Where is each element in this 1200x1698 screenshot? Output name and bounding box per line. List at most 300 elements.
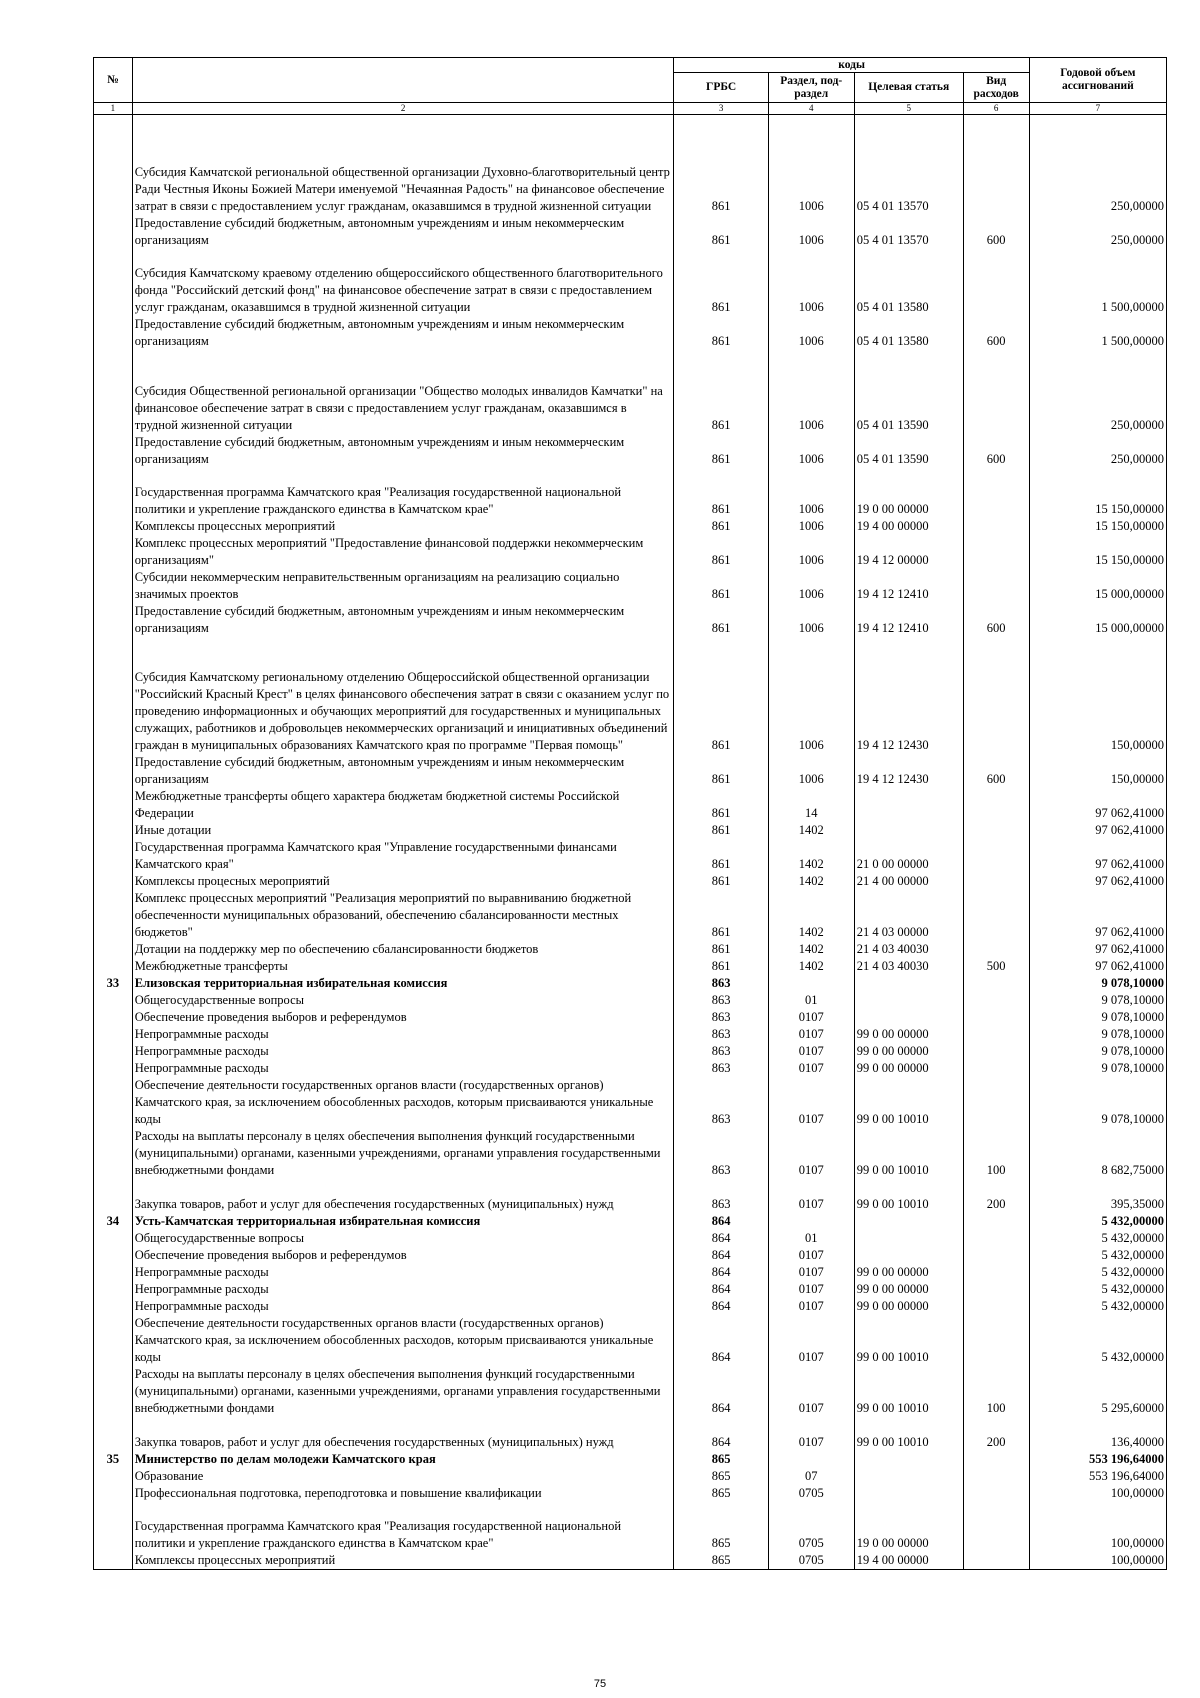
row-target-article [854,1213,963,1230]
row-expense-type [963,468,1029,518]
row-amount: 9 078,10000 [1029,1009,1166,1026]
row-name: Закупка товаров, работ и услуг для обеспечения государственных (муниципальных) нужд [132,1179,674,1213]
row-number [94,1298,133,1315]
row-expense-type [963,822,1029,839]
row-grbs: 865 [674,1485,768,1502]
row-name: Непрограммные расходы [132,1060,674,1077]
row-amount: 5 432,00000 [1029,1298,1166,1315]
row-section: 0107 [768,1417,854,1451]
row-name: Закупка товаров, работ и услуг для обеспечения государственных (муниципальных) нужд [132,1417,674,1451]
table-row [94,890,1167,941]
row-number [94,1485,133,1502]
row-amount: 97 062,41000 [1029,873,1166,890]
row-grbs: 861 [674,468,768,518]
row-expense-type [963,975,1029,992]
row-grbs: 861 [674,958,768,975]
row-expense-type [963,1315,1029,1366]
row-expense-type [963,1043,1029,1060]
row-section: 1402 [768,822,854,839]
row-section: 0107 [768,1298,854,1315]
row-expense-type [963,637,1029,754]
row-amount: 9 078,10000 [1029,1043,1166,1060]
row-section [768,1451,854,1468]
table-row [94,1077,1167,1128]
row-expense-type [963,350,1029,434]
row-target-article: 19 4 12 12410 [854,569,963,603]
table-body [94,115,1167,1570]
row-name: Предоставление субсидий бюджетным, автономным учреждениям и иным некоммерческим организациям [132,316,674,350]
row-name: Межбюджетные трансферты [132,958,674,975]
row-section: 1006 [768,569,854,603]
table-header [94,58,1167,115]
row-expense-type: 600 [963,215,1029,249]
row-target-article [854,1009,963,1026]
row-number: 33 [94,975,133,992]
row-number [94,839,133,873]
row-grbs: 861 [674,215,768,249]
row-amount: 9 078,10000 [1029,1077,1166,1128]
row-number [94,754,133,788]
row-amount: 9 078,10000 [1029,992,1166,1009]
row-target-article: 05 4 01 13580 [854,316,963,350]
row-name: Непрограммные расходы [132,1043,674,1060]
row-amount: 5 432,00000 [1029,1315,1166,1366]
row-number [94,215,133,249]
row-expense-type [963,1009,1029,1026]
row-expense-type: 100 [963,1128,1029,1179]
row-name: Обеспечение проведения выборов и референдумов [132,1009,674,1026]
row-name: Непрограммные расходы [132,1026,674,1043]
row-section: 1006 [768,754,854,788]
row-amount: 1 500,00000 [1029,249,1166,316]
row-number [94,1502,133,1552]
row-grbs: 863 [674,992,768,1009]
row-expense-type [963,839,1029,873]
row-name: Расходы на выплаты персоналу в целях обеспечения выполнения функций государственными (муниципальными) органами, казенными учреждениями, органами управления государственными внебюджетными фондами [132,1366,674,1417]
row-amount: 250,00000 [1029,215,1166,249]
row-name: Комплексы процессных мероприятий [132,518,674,535]
row-name: Субсидия Общественной региональной организации "Общество молодых инвалидов Камчатки" на финансовое обеспечение затрат в связи с предоставлением услуг гражданам, оказавшимся в трудной жизненной ситуации [132,350,674,434]
row-section: 0107 [768,1179,854,1213]
row-amount: 15 000,00000 [1029,603,1166,637]
row-grbs: 861 [674,754,768,788]
row-amount: 97 062,41000 [1029,822,1166,839]
row-section: 0107 [768,1247,854,1264]
row-amount: 100,00000 [1029,1552,1166,1570]
row-expense-type [963,1485,1029,1502]
table-row [94,1485,1167,1502]
row-grbs: 864 [674,1417,768,1451]
table-row [94,249,1167,316]
row-amount: 100,00000 [1029,1485,1166,1502]
row-number [94,1043,133,1060]
row-name: Предоставление субсидий бюджетным, автономным учреждениям и иным некоммерческим организациям [132,754,674,788]
row-target-article [854,1451,963,1468]
row-target-article: 19 4 00 00000 [854,518,963,535]
row-section: 01 [768,1230,854,1247]
table-row [94,316,1167,350]
row-section: 0107 [768,1366,854,1417]
row-amount: 395,35000 [1029,1179,1166,1213]
row-name: Предоставление субсидий бюджетным, автономным учреждениям и иным некоммерческим организациям [132,603,674,637]
row-section: 1402 [768,941,854,958]
row-name: Обеспечение деятельности государственных органов власти (государственных органов) Камчатского края, за исключением обособленных расходов, которым присваиваются уникальные коды [132,1315,674,1366]
table-row [94,1298,1167,1315]
row-target-article: 21 4 03 40030 [854,941,963,958]
table-row [94,788,1167,822]
row-amount: 9 078,10000 [1029,1026,1166,1043]
row-name: Государственная программа Камчатского края "Реализация государственной национальной политики и укрепление гражданского единства в Камчатском крае" [132,468,674,518]
row-grbs: 865 [674,1552,768,1570]
row-section: 0705 [768,1552,854,1570]
row-grbs: 863 [674,1060,768,1077]
row-target-article [854,1468,963,1485]
row-number [94,518,133,535]
row-name: Предоставление субсидий бюджетным, автономным учреждениям и иным некоммерческим организациям [132,215,674,249]
row-number [94,1179,133,1213]
row-name: Субсидия Камчатскому краевому отделению общероссийского общественного благотворительного фонда "Российский детский фонд" на финансовое обеспечение затрат в связи с предоставлением услуг гражданам, оказавшимся в трудной жизненной ситуации [132,249,674,316]
row-number [94,1264,133,1281]
table-row [94,754,1167,788]
table-row [94,1247,1167,1264]
header-section: Раздел, под-раздел [768,73,854,103]
row-grbs: 861 [674,249,768,316]
row-target-article: 21 4 03 00000 [854,890,963,941]
table-row [94,1468,1167,1485]
row-grbs: 864 [674,1315,768,1366]
row-amount: 15 000,00000 [1029,569,1166,603]
row-target-article [854,788,963,822]
table-row [94,1009,1167,1026]
row-grbs: 861 [674,535,768,569]
row-target-article: 05 4 01 13580 [854,249,963,316]
row-expense-type [963,992,1029,1009]
table-row [94,873,1167,890]
row-expense-type [963,1451,1029,1468]
row-expense-type [963,518,1029,535]
row-number: 34 [94,1213,133,1230]
row-number [94,115,133,215]
row-target-article: 19 4 12 12410 [854,603,963,637]
table-row [94,1264,1167,1281]
row-section [768,1213,854,1230]
row-target-article [854,1230,963,1247]
row-amount: 553 196,64000 [1029,1451,1166,1468]
column-index: 1 [94,103,133,115]
row-name: Субсидия Камчатскому региональному отделению Общероссийской общественной организации "Российский Красный Крест" в целях финансового обеспечения затрат в связи с оказанием услуг по проведению информационных и обучающих мероприятий для государственных и муниципальных служащих, работников и добровольцев некоммерческих организаций и инициативных объединений граждан в муниципальных образованиях Камчатского края по программе "Первая помощь" [132,637,674,754]
header-grbs: ГРБС [674,73,768,103]
row-amount: 15 150,00000 [1029,468,1166,518]
row-grbs: 861 [674,637,768,754]
row-target-article: 99 0 00 10010 [854,1315,963,1366]
row-number [94,1077,133,1128]
row-amount: 553 196,64000 [1029,1468,1166,1485]
row-grbs: 864 [674,1298,768,1315]
table-row [94,839,1167,873]
row-number [94,941,133,958]
row-name: Обеспечение проведения выборов и референдумов [132,1247,674,1264]
row-grbs: 863 [674,1077,768,1128]
row-target-article: 99 0 00 10010 [854,1128,963,1179]
row-section: 1006 [768,518,854,535]
column-index: 2 [132,103,674,115]
row-number [94,822,133,839]
row-section: 1006 [768,316,854,350]
row-name: Субсидии некоммерческим неправительственным организациям на реализацию социально значимых проектов [132,569,674,603]
row-amount: 97 062,41000 [1029,839,1166,873]
row-section [768,975,854,992]
row-expense-type [963,1281,1029,1298]
row-grbs: 861 [674,434,768,468]
row-section: 0107 [768,1128,854,1179]
row-section: 0107 [768,1281,854,1298]
table-row [94,518,1167,535]
row-target-article: 19 4 12 12430 [854,637,963,754]
row-target-article: 05 4 01 13590 [854,434,963,468]
row-section: 1006 [768,215,854,249]
row-amount: 5 432,00000 [1029,1281,1166,1298]
row-grbs: 863 [674,1009,768,1026]
table-row [94,535,1167,569]
row-section: 01 [768,992,854,1009]
row-expense-type [963,1552,1029,1570]
row-target-article: 99 0 00 10010 [854,1077,963,1128]
row-grbs: 861 [674,890,768,941]
row-amount: 100,00000 [1029,1502,1166,1552]
row-number [94,992,133,1009]
table-row [94,1502,1167,1552]
row-number [94,535,133,569]
table-row [94,434,1167,468]
row-grbs: 861 [674,350,768,434]
row-name: Иные дотации [132,822,674,839]
row-grbs: 861 [674,316,768,350]
row-section: 0107 [768,1315,854,1366]
table-row [94,215,1167,249]
header-name [132,58,674,103]
row-expense-type: 600 [963,434,1029,468]
row-name: Профессиональная подготовка, переподготовка и повышение квалификации [132,1485,674,1502]
row-amount: 250,00000 [1029,434,1166,468]
row-section: 0107 [768,1264,854,1281]
row-expense-type [963,1026,1029,1043]
header-expense-type: Вид расходов [963,73,1029,103]
table-row [94,1026,1167,1043]
row-amount: 150,00000 [1029,754,1166,788]
row-grbs: 863 [674,1179,768,1213]
row-target-article: 19 0 00 00000 [854,1502,963,1552]
row-section: 0107 [768,1077,854,1128]
table-row [94,992,1167,1009]
row-name: Предоставление субсидий бюджетным, автономным учреждениям и иным некоммерческим организациям [132,434,674,468]
row-grbs: 861 [674,839,768,873]
row-amount: 250,00000 [1029,115,1166,215]
row-section: 0705 [768,1502,854,1552]
row-target-article: 21 4 03 40030 [854,958,963,975]
row-target-article: 19 4 00 00000 [854,1552,963,1570]
row-name: Образование [132,1468,674,1485]
row-amount: 9 078,10000 [1029,1060,1166,1077]
table-row [94,569,1167,603]
row-section: 0107 [768,1026,854,1043]
row-expense-type [963,535,1029,569]
row-amount: 97 062,41000 [1029,941,1166,958]
table-row [94,1417,1167,1451]
row-grbs: 861 [674,603,768,637]
table-row [94,941,1167,958]
row-name: Субсидия Камчатской региональной общественной организации Духовно-благотворительный центр Ради Честныя Иконы Божией Матери именуемой "Нечаянная Радость" на финансовое обеспечение затрат в связи с предоставлением услуг гражданам, оказавшимся в трудной жизненной ситуации [132,115,674,215]
row-section: 1402 [768,958,854,975]
table-row [94,1315,1167,1366]
table-row [94,1552,1167,1570]
row-expense-type [963,115,1029,215]
row-section: 1006 [768,350,854,434]
row-number [94,1060,133,1077]
table-row [94,1281,1167,1298]
row-amount: 5 295,60000 [1029,1366,1166,1417]
row-expense-type: 600 [963,603,1029,637]
table-row [94,1043,1167,1060]
row-number [94,569,133,603]
row-section: 1402 [768,873,854,890]
header-annual-volume: Годовой объем ассигнований [1029,58,1166,103]
row-number [94,958,133,975]
row-amount: 15 150,00000 [1029,518,1166,535]
row-target-article: 99 0 00 10010 [854,1417,963,1451]
column-index: 4 [768,103,854,115]
row-name: Общегосударственные вопросы [132,992,674,1009]
row-name: Комплекс процессных мероприятий "Предоставление финансовой поддержки некоммерческим организациям" [132,535,674,569]
row-expense-type [963,249,1029,316]
row-grbs: 861 [674,115,768,215]
row-number [94,1315,133,1366]
row-expense-type [963,1298,1029,1315]
row-number [94,890,133,941]
row-amount: 5 432,00000 [1029,1213,1166,1230]
row-number [94,1417,133,1451]
row-number [94,873,133,890]
row-target-article: 99 0 00 10010 [854,1179,963,1213]
row-section: 1006 [768,434,854,468]
row-target-article [854,1247,963,1264]
table-row [94,468,1167,518]
table-row [94,1128,1167,1179]
row-number [94,788,133,822]
row-target-article: 19 4 12 00000 [854,535,963,569]
row-target-article: 99 0 00 00000 [854,1060,963,1077]
row-section: 0705 [768,1485,854,1502]
page-number: 75 [593,1678,607,1690]
row-amount: 97 062,41000 [1029,788,1166,822]
row-section: 1006 [768,603,854,637]
row-name: Непрограммные расходы [132,1298,674,1315]
row-number [94,249,133,316]
row-grbs: 861 [674,873,768,890]
row-target-article: 99 0 00 00000 [854,1298,963,1315]
row-number [94,1009,133,1026]
column-index: 3 [674,103,768,115]
column-index: 6 [963,103,1029,115]
row-name: Обеспечение деятельности государственных органов власти (государственных органов) Камчатского края, за исключением обособленных расходов, которым присваиваются уникальные коды [132,1077,674,1128]
row-name: Министерство по делам молодежи Камчатского края [132,1451,674,1468]
row-grbs: 863 [674,1128,768,1179]
row-expense-type: 600 [963,754,1029,788]
row-expense-type [963,1264,1029,1281]
row-number [94,1366,133,1417]
row-target-article [854,1485,963,1502]
row-section: 1006 [768,535,854,569]
row-grbs: 864 [674,1230,768,1247]
row-target-article [854,822,963,839]
row-number [94,1128,133,1179]
table-row [94,975,1167,992]
row-expense-type: 600 [963,316,1029,350]
table-row [94,1451,1167,1468]
row-grbs: 861 [674,788,768,822]
row-expense-type [963,788,1029,822]
row-expense-type [963,569,1029,603]
row-number [94,1281,133,1298]
row-section: 1006 [768,637,854,754]
table-row [94,1230,1167,1247]
table-row [94,350,1167,434]
row-name: Общегосударственные вопросы [132,1230,674,1247]
row-section: 1402 [768,890,854,941]
row-amount: 9 078,10000 [1029,975,1166,992]
row-name: Комплекс процессных мероприятий "Реализация мероприятий по выравниванию бюджетной обеспеченности муниципальных образований, обеспечению сбалансированности местных бюджетов" [132,890,674,941]
row-expense-type: 500 [963,958,1029,975]
row-grbs: 865 [674,1502,768,1552]
row-number [94,637,133,754]
table-row [94,637,1167,754]
row-number [94,350,133,434]
row-amount: 136,40000 [1029,1417,1166,1451]
row-expense-type [963,1247,1029,1264]
row-target-article: 21 0 00 00000 [854,839,963,873]
row-expense-type [963,1213,1029,1230]
row-grbs: 863 [674,1026,768,1043]
table-row [94,115,1167,215]
row-section: 1006 [768,468,854,518]
row-grbs: 861 [674,569,768,603]
row-amount: 250,00000 [1029,350,1166,434]
row-expense-type: 100 [963,1366,1029,1417]
row-expense-type: 200 [963,1179,1029,1213]
row-grbs: 864 [674,1366,768,1417]
row-target-article [854,992,963,1009]
row-expense-type [963,941,1029,958]
row-grbs: 861 [674,822,768,839]
table-row [94,1213,1167,1230]
row-expense-type [963,1502,1029,1552]
row-section: 0107 [768,1043,854,1060]
row-number [94,1230,133,1247]
row-amount: 150,00000 [1029,637,1166,754]
row-expense-type [963,1060,1029,1077]
row-name: Непрограммные расходы [132,1264,674,1281]
row-section: 07 [768,1468,854,1485]
row-target-article: 19 4 12 12430 [854,754,963,788]
row-section: 1402 [768,839,854,873]
row-grbs: 864 [674,1281,768,1298]
column-index: 5 [854,103,963,115]
row-number [94,434,133,468]
row-grbs: 865 [674,1468,768,1485]
row-expense-type [963,1077,1029,1128]
column-index: 7 [1029,103,1166,115]
header-number: № [94,58,133,103]
row-section: 1006 [768,249,854,316]
